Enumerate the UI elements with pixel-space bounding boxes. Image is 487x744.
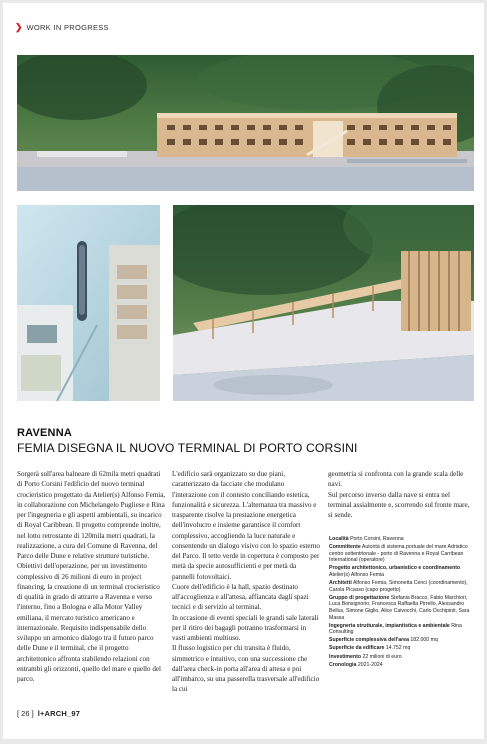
article-headline: FEMIA DISEGNA IL NUOVO TERMINAL DI PORTO CORSINI: [17, 441, 358, 455]
body-paragraph: geometria si confronta con la grande scala delle navi. Sul percorso inverso dalla nave si entra nel terminal assialmente e, scorrendo sul fronte mare, si sende.: [328, 470, 470, 519]
project-facts: [329, 536, 475, 670]
fact-item: Cronologia 2021-2024: [329, 661, 383, 668]
aerial-model-photo: [17, 205, 160, 401]
body-column-3: [328, 469, 474, 520]
fact-item: Gruppo di progettazione Stefania Bracco, Fabio Marchiori, Luca Bonsignorio, Francesca Raffaella Pirrello, Alessandro Bellus, Simone Giglio, Alice Caivocchi, Carlo Occhipinti, Sara Massa: [329, 594, 470, 621]
body-paragraph: Sorgerà sull'area balneare di 62mila metri quadrati di Porto Corsini l'edificio del nuovo terminal crocieristico progettato da Atelier(s) Alfonso Femia, in collaborazione con Michelangelo Pugliese e Rina per l'ingegneria e gli aspetti ambientali, su incarico di Royal Caribbean. Il progetto comprende inoltre, nel lotto retrostante di 120mila metri quadrati, la realizzazione, a cura del Comune di Ravenna, del Parco delle Dune e relative strutture turistiche. Obiettivi dell'operazione, per un investimento complessivo di 26 milioni di euro in project financing, la creazione di un terminal crocieristico di qualità in grado di attrarre a Ravenna e verso l'interno, fino a Bologna e alla Motor Valley emiliana, il mercato turistico americano e internazionale. Requisito indispensabile dello sviluppo un armonico dialogo tra il futuro parco delle Dune e il terminal, che il progetto architettonico affronta stabilendo relazioni con entrambi gli orizzonti, quello del mare e quello del parco.: [17, 470, 166, 683]
fact-item: Superficie da edificare 14.752 mq: [329, 645, 411, 652]
magazine-page: [3, 3, 484, 739]
issue-label: l+ARCH_97: [37, 709, 81, 718]
fact-item: Progetto architettonico, urbanistico e coordinamento Atelier(s) Alfonso Femia: [329, 565, 461, 578]
section-label: WORK IN PROGRESS: [26, 23, 109, 32]
body-column-2: [172, 469, 320, 695]
fact-item: Committente Autorità di sistema portuale del mare Adriatico centro settentrionale - porto di Ravenna e Royal Carribean International (operatore): [329, 544, 468, 564]
fact-item: Superficie complessiva dell'area 182.000 mq: [329, 637, 438, 644]
body-paragraph: L'edificio sarà organizzato su due piani, caratterizzato da facciate che modulano l'interazione con il contesto conciliando estetica, funzionalità e sicurezza. L'alternanza tra massivo e trasparente risolve la prestazione energetica dell'involucro e insieme garantisce il comfort complessivo, accogliendo la luce naturale e consentendo un dialogo visivo con lo spazio esterno del Parco. Il tetto verde in copertura è composto per metà da specie autosufficienti e per metà da pannelli fotovoltaici. Cuore dell'edificio è la hall, spazio destinato all'accoglienza e all'attesa, affiancata dagli spazi tecnici e di servizio al terminal. In occasione di eventi speciali le grandi sale laterali per il ritiro dei bagagli potranno trasformarsi in vasti ambienti multiuso. Il flusso logistico per chi transita è fluido, simmetrico e intuitivo, con una successione che dall'area check-in porta all'area di attesa e poi all'imbarco, su una passerella trasversale all'edificio la cui: [172, 470, 320, 694]
page-number: [ 26 ]: [17, 709, 34, 718]
fact-item: Ingegneria strutturale, impiantistica e ambientale Rina Consulting: [329, 622, 462, 636]
fact-item: Località Porto Corsini, Ravenna: [329, 536, 404, 542]
chevron-right-icon: ❯: [15, 22, 23, 32]
terminal-model-photo: [17, 55, 474, 191]
fact-item: Architetti Alfonso Femia, Simonetta Cenci (coordinamento), Carola Picasso (capo progetto): [329, 580, 468, 593]
body-column-1: [17, 469, 167, 684]
page-footer: [17, 709, 80, 718]
fact-item: Investimento 22 milioni di euro: [329, 653, 402, 660]
article-kicker: RAVENNA: [17, 427, 72, 439]
section-header: [15, 23, 109, 32]
walkway-model-photo: [173, 205, 474, 401]
